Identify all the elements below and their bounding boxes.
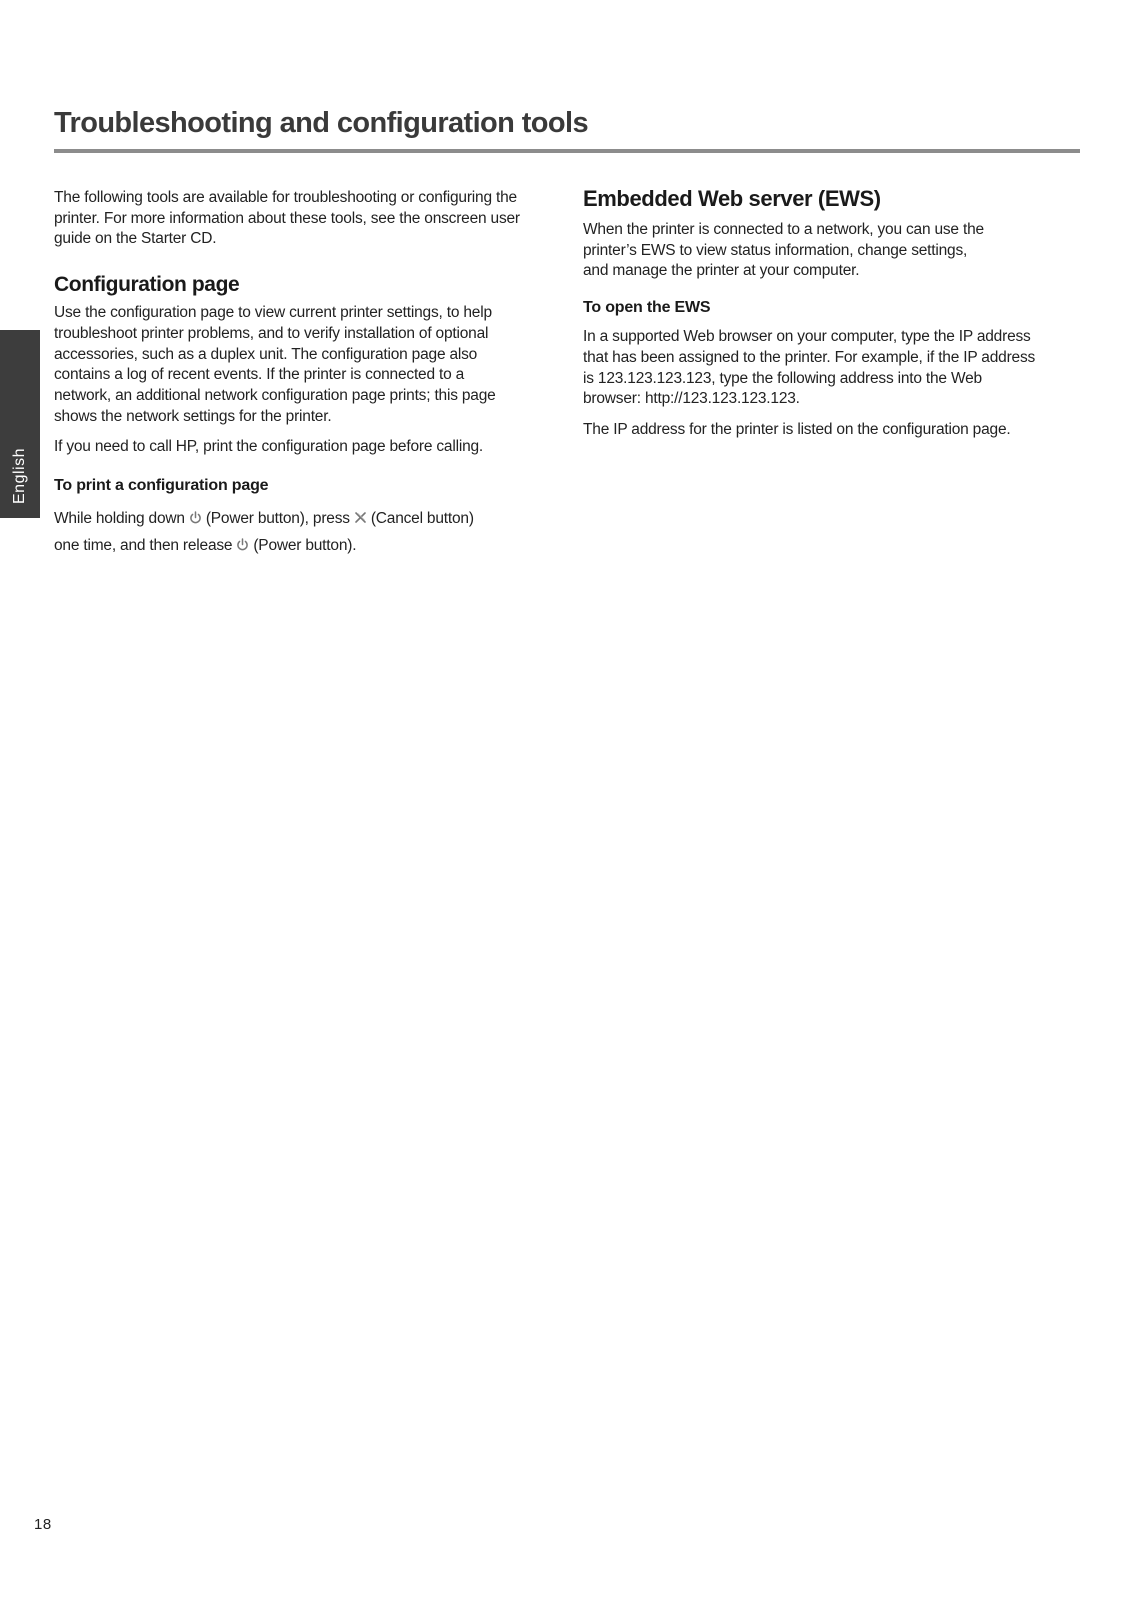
ews-line-2: printer’s EWS to view status information, change settings,	[583, 241, 968, 259]
call-hp-paragraph: If you need to call HP, print the configuration page before calling.	[54, 438, 484, 456]
page-number: 18	[34, 1516, 52, 1533]
configuration-line-5: network, an additional network configuration page prints; this page	[54, 386, 496, 404]
configuration-line-6: shows the network settings for the printer.	[54, 407, 332, 425]
open-ews-line-4: browser: http://123.123.123.123.	[583, 390, 800, 408]
title-rule	[54, 149, 1080, 153]
instruction-text-5: (Power button).	[253, 537, 357, 555]
intro-paragraph: The following tools are available for troubleshooting or configuring the printer. For more information about these tools, see the onscreen user guide on the Starter CD.	[54, 189, 520, 248]
language-tab-label: English	[11, 448, 28, 504]
open-ews-line-3: is 123.123.123.123, type the following address into the Web	[583, 369, 982, 387]
open-ews-line-2: that has been assigned to the printer. For example, if the IP address	[583, 348, 1036, 366]
ews-body	[583, 220, 1083, 282]
print-config-heading: To print a configuration page	[54, 477, 269, 495]
ews-heading: Embedded Web server (EWS)	[583, 186, 881, 211]
language-tab	[0, 330, 40, 518]
instruction-text-4: one time, and then release	[54, 537, 233, 555]
instruction-text-3: (Cancel button)	[370, 510, 474, 528]
left-column	[54, 188, 554, 559]
open-ews-heading: To open the EWS	[583, 299, 711, 317]
power-icon	[189, 511, 202, 524]
right-column	[583, 186, 1083, 441]
configuration-line-3: accessories, such as a duplex unit. The configuration page also	[54, 345, 478, 363]
ews-line-3: and manage the printer at your computer.	[583, 262, 860, 280]
configuration-page-heading: Configuration page	[54, 273, 240, 297]
ip-address-note: The IP address for the printer is listed on the configuration page.	[583, 420, 1011, 438]
power-icon	[236, 538, 249, 551]
configuration-line-1: Use the configuration page to view current printer settings, to help	[54, 304, 492, 322]
instruction-text-1: While holding down	[54, 510, 185, 528]
print-config-instructions	[54, 505, 554, 559]
open-ews-body	[583, 327, 1083, 410]
configuration-line-4: contains a log of recent events. If the printer is connected to a	[54, 366, 465, 384]
page-title: Troubleshooting and configuration tools	[54, 107, 589, 139]
cancel-icon	[354, 511, 367, 524]
open-ews-line-1: In a supported Web browser on your computer, type the IP address	[583, 328, 1031, 346]
ews-line-1: When the printer is connected to a network, you can use the	[583, 221, 984, 238]
instruction-text-2: (Power button), press	[205, 510, 350, 528]
configuration-page-body	[54, 303, 554, 427]
configuration-line-2: troubleshoot printer problems, and to verify installation of optional	[54, 324, 489, 342]
